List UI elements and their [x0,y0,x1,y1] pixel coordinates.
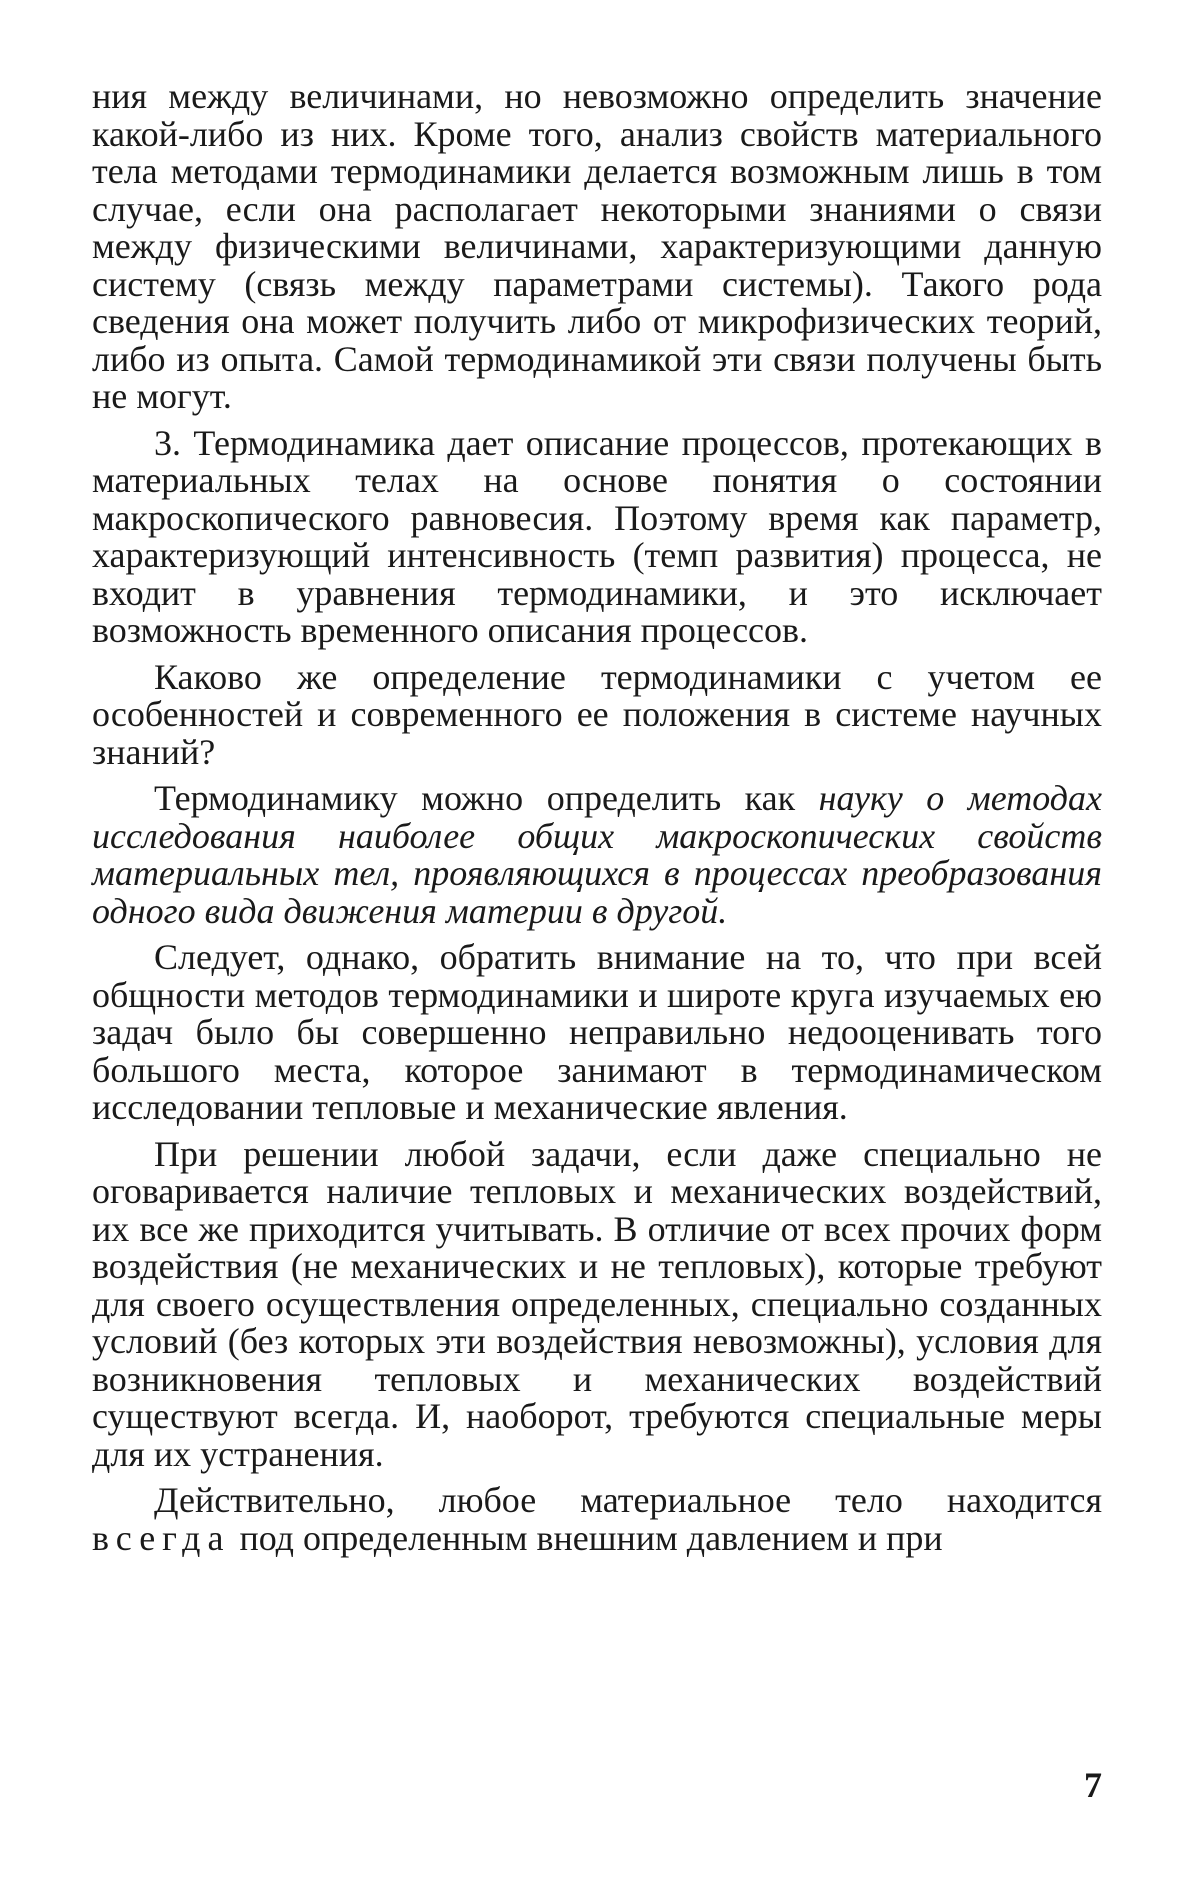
paragraph-point-3: 3. Термодинамика дает описание процессов, протекающих в материальных телах на основе понятия о состоянии макроскопического равновесия. Поэтому время как параметр, характеризующий интенсивность (темп развития) процесса, не входит в уравнения термодинамики, и это исключает возможность временного описания процессов. [92,422,1102,650]
indeed-spaced: всегда [92,1517,231,1558]
paragraph-indeed [92,1482,1102,1557]
paragraph-question: Каково же определение термодинамики с учетом ее особенностей и современного ее положения в системе научных знаний? [92,656,1102,772]
paragraph-note: Следует, однако, обратить внимание на то, что при всей общности методов термодинамики и широте круга изучаемых ею задач было бы совершенно неправильно недооценивать того большого места, которое занимают в термодинамическом исследовании тепловые и механические явления. [92,937,1102,1127]
indeed-start: Действительно, любое материальное тело находится [154,1480,1102,1520]
definition-italic: науку о методах исследования наиболее общих макроскопических свойств материальных тел, проявляющихся в процессах преобразования одного вида движения материи в другой. [92,778,1102,931]
indeed-end: под определенным внешним давлением и при [230,1517,943,1558]
paragraph-definition [92,780,1102,930]
paragraph-impacts: При решении любой задачи, если даже специально не оговаривается наличие тепловых и механических воздействий, их все же приходится учитывать. В отличие от всех прочих форм воздействия (не механических и не тепловых), которые требуют для своего осуществления определенных, специально созданных условий (без которых эти воздействия невозможны), условия для возникновения тепловых и механических воздействий существуют всегда. И, наоборот, требуются специальные меры для их устранения. [92,1133,1102,1474]
paragraph-continuation: ния между величинами, но невозможно определить значение какой-либо из них. Кроме того, анализ свойств материального тела методами термодинамики делается возможным лишь в том случае, если она располагает некоторыми знаниями о связи между физическими величинами, характеризующими данную систему (связь между параметрами системы). Такого рода сведения она может получить либо от микрофизических теорий, либо из опыта. Самой термодинамикой эти связи получены быть не могут. [92,76,1102,416]
page-body [92,78,1102,1566]
page-number: 7 [1084,1765,1102,1805]
definition-lead: Термодинамику можно определить как [154,778,819,818]
